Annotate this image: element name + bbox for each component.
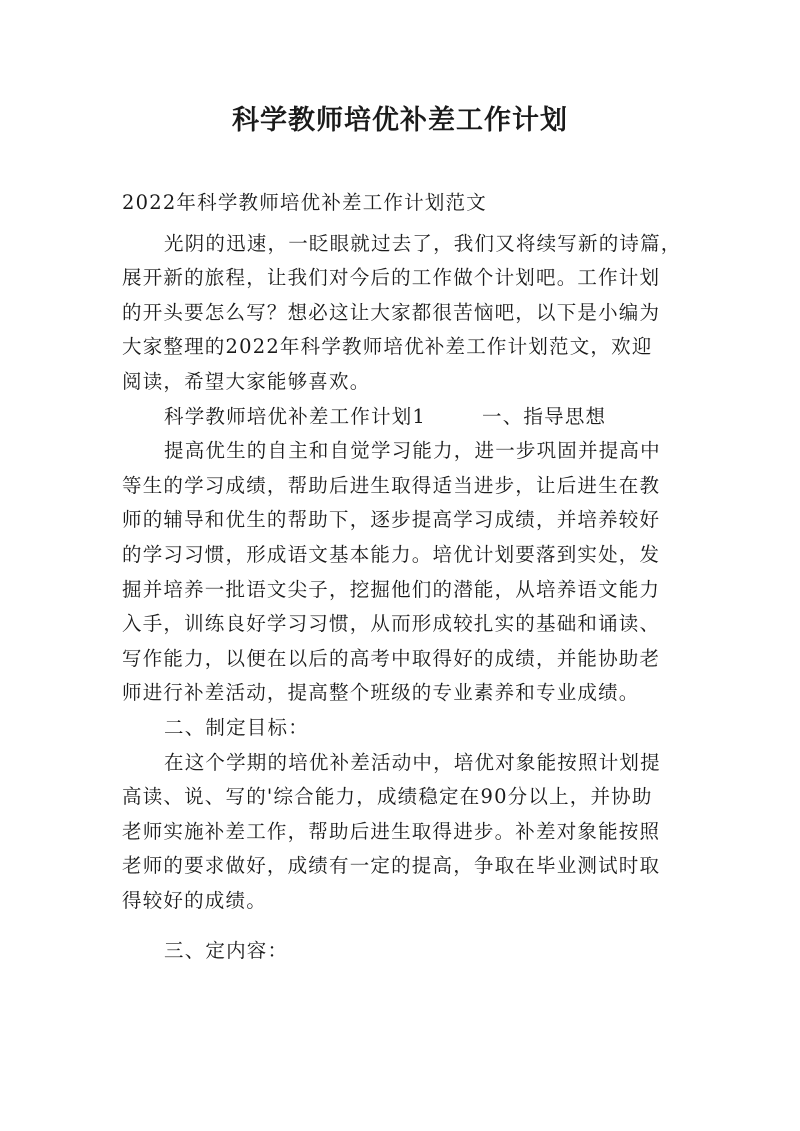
section1-line: 师进行补差活动，提高整个班级的专业素养和专业成绩。 [122, 681, 640, 705]
section2-line: 老师的要求做好，成绩有一定的提高，争取在毕业测试时取 [122, 854, 661, 878]
intro-line: 展开新的旅程，让我们对今后的工作做个计划吧。工作计划 [122, 266, 661, 290]
section1-line: 提高优生的自主和自觉学习能力，进一步巩固并提高中 [164, 439, 661, 463]
section1-line: 等生的学习成绩，帮助后进生取得适当进步，让后进生在教 [122, 473, 661, 497]
section2-line: 老师实施补差工作，帮助后进生取得进步。补差对象能按照 [122, 819, 661, 843]
section1-line: 入手，训练良好学习习惯，从而形成较扎实的基础和诵读、 [122, 612, 661, 636]
section2-heading: 二、制定目标： [164, 715, 309, 739]
document-title: 科学教师培优补差工作计划 [232, 105, 568, 136]
section2-line: 得较好的成绩。 [122, 888, 267, 912]
document-body [122, 186, 687, 969]
section1-line: 写作能力，以便在以后的高考中取得好的成绩，并能协助老 [122, 646, 661, 670]
document-subtitle: 2022年科学教师培优补差工作计划范文 [122, 191, 487, 214]
section2-line: 在这个学期的培优补差活动中，培优对象能按照计划提 [164, 750, 661, 774]
section1-heading-row [122, 400, 687, 435]
intro-line: 阅读，希望大家能够喜欢。 [122, 369, 371, 393]
section2-line: 高读、说、写的'综合能力，成绩稳定在90分以上，并协助 [122, 785, 653, 809]
section1-label: 科学教师培优补差工作计划1 [164, 404, 427, 428]
intro-line: 光阴的迅速，一眨眼就过去了，我们又将续写新的诗篇， [164, 231, 682, 255]
section3-heading: 三、定内容： [164, 939, 289, 963]
intro-line: 大家整理的2022年科学教师培优补差工作计划范文，欢迎 [122, 335, 653, 359]
intro-line: 的开头要怎么写？想必这让大家都很苦恼吧，以下是小编为 [122, 300, 661, 324]
section1-line: 掘并培养一批语文尖子，挖掘他们的潜能，从培养语文能力 [122, 577, 661, 601]
section1-line: 师的辅导和优生的帮助下，逐步提高学习成绩，并培养较好 [122, 508, 661, 532]
section1-line: 的学习习惯，形成语文基本能力。培优计划要落到实处，发 [122, 542, 661, 566]
section1-heading: 一、指导思想 [482, 404, 607, 428]
